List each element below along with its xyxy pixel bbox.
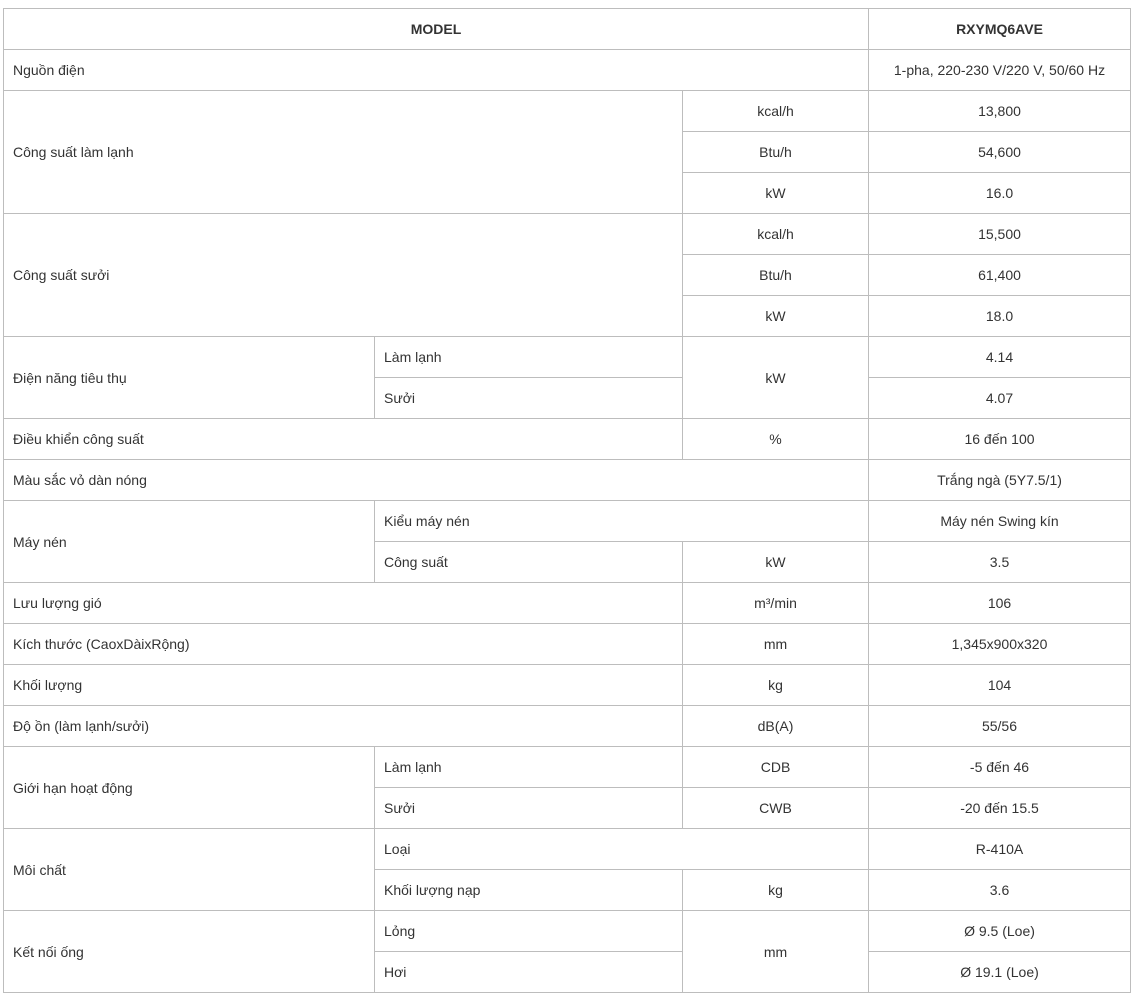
value-cell: -5 đến 46 bbox=[869, 747, 1131, 788]
sub-label-cell: Sưởi bbox=[375, 788, 683, 829]
unit-cell: kW bbox=[683, 296, 869, 337]
unit-cell: kW bbox=[683, 337, 869, 419]
value-cell: 4.14 bbox=[869, 337, 1131, 378]
table-row bbox=[4, 911, 1131, 952]
unit-cell: mm bbox=[683, 911, 869, 993]
value-cell: Ø 19.1 (Loe) bbox=[869, 952, 1131, 993]
unit-cell: Btu/h bbox=[683, 132, 869, 173]
unit-cell: CDB bbox=[683, 747, 869, 788]
sub-label-cell: Sưởi bbox=[375, 378, 683, 419]
unit-cell: Btu/h bbox=[683, 255, 869, 296]
table-header-row bbox=[4, 9, 1131, 50]
value-cell: 15,500 bbox=[869, 214, 1131, 255]
table-row bbox=[4, 583, 1131, 624]
refrigerant-label: Môi chất bbox=[4, 829, 375, 911]
sub-label-cell: Công suất bbox=[375, 542, 683, 583]
value-cell: 16 đến 100 bbox=[869, 419, 1131, 460]
model-header-cell: MODEL bbox=[4, 9, 869, 50]
unit-cell: kW bbox=[683, 173, 869, 214]
value-cell: 18.0 bbox=[869, 296, 1131, 337]
sub-label-cell: Khối lượng nạp bbox=[375, 870, 683, 911]
table-row bbox=[4, 419, 1131, 460]
sub-label-cell: Làm lạnh bbox=[375, 337, 683, 378]
table-row bbox=[4, 747, 1131, 788]
sound-label: Độ ồn (làm lạnh/sưởi) bbox=[4, 706, 683, 747]
value-cell: Máy nén Swing kín bbox=[869, 501, 1131, 542]
specification-table bbox=[3, 8, 1131, 993]
value-cell: 104 bbox=[869, 665, 1131, 706]
value-cell: 61,400 bbox=[869, 255, 1131, 296]
value-cell: 3.5 bbox=[869, 542, 1131, 583]
unit-cell: kcal/h bbox=[683, 91, 869, 132]
value-cell: 1,345x900x320 bbox=[869, 624, 1131, 665]
operation-range-label: Giới hạn hoạt động bbox=[4, 747, 375, 829]
cooling-capacity-label: Công suất làm lạnh bbox=[4, 91, 683, 214]
piping-label: Kết nối ống bbox=[4, 911, 375, 993]
airflow-label: Lưu lượng gió bbox=[4, 583, 683, 624]
unit-cell: kW bbox=[683, 542, 869, 583]
value-cell: Ø 9.5 (Loe) bbox=[869, 911, 1131, 952]
weight-label: Khối lượng bbox=[4, 665, 683, 706]
value-cell: 13,800 bbox=[869, 91, 1131, 132]
table-row bbox=[4, 91, 1131, 132]
power-supply-label: Nguồn điện bbox=[4, 50, 869, 91]
sub-label-cell: Lỏng bbox=[375, 911, 683, 952]
dimensions-label: Kích thước (CaoxDàixRộng) bbox=[4, 624, 683, 665]
unit-cell: kg bbox=[683, 870, 869, 911]
table-row bbox=[4, 829, 1131, 870]
unit-cell: CWB bbox=[683, 788, 869, 829]
sub-label-cell: Loại bbox=[375, 829, 869, 870]
table-row bbox=[4, 624, 1131, 665]
table-row bbox=[4, 665, 1131, 706]
casing-color-label: Màu sắc vỏ dàn nóng bbox=[4, 460, 869, 501]
compressor-label: Máy nén bbox=[4, 501, 375, 583]
table-row bbox=[4, 214, 1131, 255]
value-cell: 16.0 bbox=[869, 173, 1131, 214]
value-cell: 54,600 bbox=[869, 132, 1131, 173]
unit-cell: m³/min bbox=[683, 583, 869, 624]
table-row bbox=[4, 460, 1131, 501]
unit-cell: kcal/h bbox=[683, 214, 869, 255]
power-consumption-label: Điện năng tiêu thụ bbox=[4, 337, 375, 419]
table-row bbox=[4, 501, 1131, 542]
unit-cell: dB(A) bbox=[683, 706, 869, 747]
table-row bbox=[4, 337, 1131, 378]
unit-cell: kg bbox=[683, 665, 869, 706]
value-cell: R-410A bbox=[869, 829, 1131, 870]
sub-label-cell: Làm lạnh bbox=[375, 747, 683, 788]
value-cell: 4.07 bbox=[869, 378, 1131, 419]
table-row bbox=[4, 706, 1131, 747]
sub-label-cell: Hơi bbox=[375, 952, 683, 993]
value-cell: Trắng ngà (5Y7.5/1) bbox=[869, 460, 1131, 501]
unit-cell: mm bbox=[683, 624, 869, 665]
unit-cell: % bbox=[683, 419, 869, 460]
heating-capacity-label: Công suất sưởi bbox=[4, 214, 683, 337]
sub-label-cell: Kiểu máy nén bbox=[375, 501, 869, 542]
power-supply-value: 1-pha, 220-230 V/220 V, 50/60 Hz bbox=[869, 50, 1131, 91]
value-cell: -20 đến 15.5 bbox=[869, 788, 1131, 829]
spec-table-container bbox=[3, 8, 1131, 993]
capacity-control-label: Điều khiển công suất bbox=[4, 419, 683, 460]
value-cell: 106 bbox=[869, 583, 1131, 624]
value-cell: 3.6 bbox=[869, 870, 1131, 911]
model-value-cell: RXYMQ6AVE bbox=[869, 9, 1131, 50]
value-cell: 55/56 bbox=[869, 706, 1131, 747]
table-row bbox=[4, 50, 1131, 91]
